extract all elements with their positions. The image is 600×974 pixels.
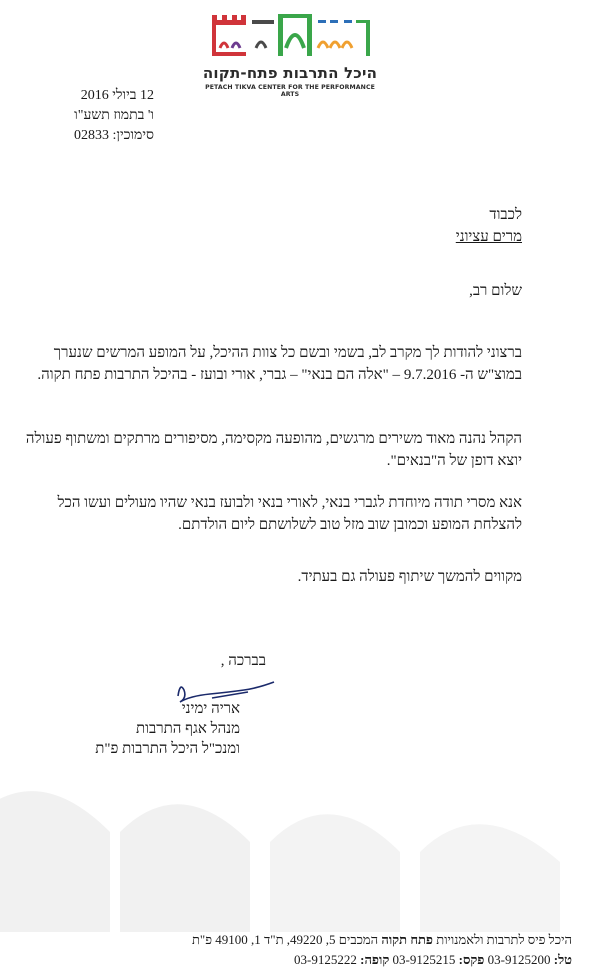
footer-tel-label: טל: [553, 952, 572, 967]
footer-address-prefix: היכל פיס לתרבות ולאמנויות [436, 932, 572, 947]
watermark-graphic [0, 772, 600, 932]
body-paragraph-4: מקווים להמשך שיתוף פעולה גם בעתיד. [297, 569, 522, 585]
body-paragraph-2: הקהל נהנה מאוד משירים מרגשים, מהופעה מקסימה, מסיפורים מרתקים ומשתוף פעולה יוצא דופן של ה"בנאים". [25, 431, 522, 469]
footer-box: 03-9125222 [294, 952, 357, 967]
logo-subtitle: PETACH TIKVA CENTER FOR THE PERFORMANCE ARTS [205, 84, 375, 98]
footer-fax: 03-9125215 [392, 952, 456, 967]
closing: בברכה , [220, 653, 266, 669]
body-paragraph-3: אנא מסרי תודה מיוחדת לגברי בנאי, לאורי בנאי ולבועז בנאי שהיו מעולים ועשו הכל להצלחת המופע וכמובן שוב מזל טוב לשלושתם ליום הולדתם. [57, 495, 522, 533]
recipient-name: מרים עציוני [455, 229, 522, 245]
footer-city: פתח תקוה [381, 932, 434, 947]
logo-mark-icon [206, 12, 376, 64]
footer-tel: 03-9125200 [487, 952, 551, 967]
signatory-title-1: מנהל אגף התרבות [136, 721, 240, 737]
footer-box-label: קופה: [360, 952, 390, 967]
recipient-salutation: לכבוד [489, 207, 522, 223]
letter-date: 12 ביולי 2016 [80, 88, 154, 103]
logo-title: היכל התרבות פתח-תקוה [202, 64, 378, 82]
footer-contacts [294, 952, 572, 968]
logo [200, 12, 380, 102]
hebrew-date: ו' בתמוז תשע"ו [74, 108, 154, 123]
signatory-name: אריה ימיני [181, 701, 240, 717]
reference-number: סימוכין: 02833 [74, 128, 154, 143]
footer-address-suffix: המכבים 5, 49220, ת"ד 1, 49100 פ"ת [192, 932, 379, 947]
signatory-title-2: ומנכ"ל היכל התרבות פ"ת [95, 741, 240, 757]
greeting: שלום רב, [469, 283, 522, 299]
body-paragraph-1: ברצוני להודות לך מקרב לב, בשמי ובשם כל צוות ההיכל, על המופע המרשים שנערך במוצ"ש ה- 9.7.2016 – "אלה הם בנאי" – גברי, אורי ובועז - בהיכל התרבות פתח תקוה. [37, 345, 522, 383]
footer-fax-label: פקס: [458, 952, 485, 967]
footer-address [192, 932, 572, 948]
